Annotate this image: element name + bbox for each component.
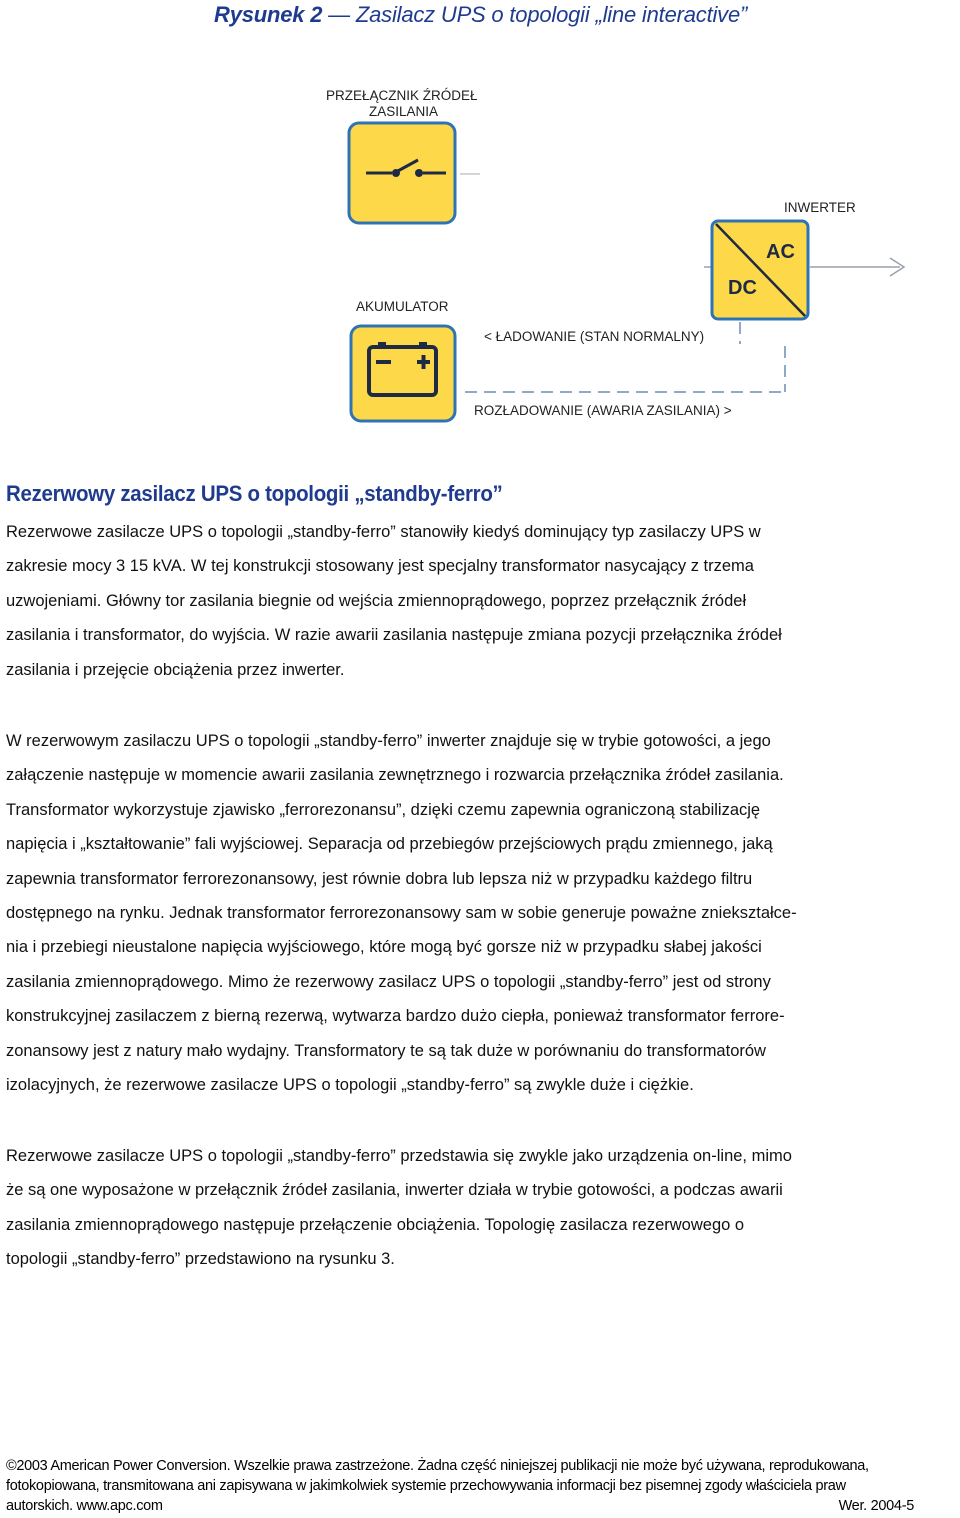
inverter-label: INWERTER <box>784 200 856 215</box>
ac-label: AC <box>766 241 795 263</box>
battery-box <box>351 326 455 421</box>
figure-caption-dash: — <box>322 2 356 27</box>
paragraph-line: załączenie następuje w momencie awarii zasilania zewnętrznego i rozwarcia przełącznika źródeł zasilania. <box>6 766 784 785</box>
paragraph-line: zonansowy jest z natury mało wydajny. Transformatory te są tak duże w porównaniu do transformatorów <box>6 1041 766 1060</box>
paragraph-line: Rezerwowe zasilacze UPS o topologii „standby-ferro” stanowiły kiedyś dominujący typ zasilaczy UPS w <box>6 523 761 541</box>
discharging-label: ROZŁADOWANIE (AWARIA ZASILANIA) > <box>474 403 732 418</box>
paragraph-line: zapewnia transformator ferrorezonansowy, jest równie dobra lub lepsza niż w przypadku każdego filtru <box>6 869 753 888</box>
paragraph-line: Transformator wykorzystuje zjawisko „ferrorezonansu”, dzięki czemu zapewnia ograniczoną stabilizację <box>6 800 761 819</box>
paragraph-line: topologii „standby-ferro” przedstawiono na rysunku 3. <box>6 1250 395 1269</box>
paragraph-2 <box>6 724 960 1102</box>
paragraph-line: napięcia i „kształtowanie” fali wyjściowej. Separacja od przebiegów przejściowych prądu zmiennego, jaką <box>6 835 773 854</box>
paragraph-3 <box>6 1139 960 1277</box>
paragraph-line: konstrukcyjnej zasilaczem z bierną rezerwą, wytwarza bardzo dużo ciepła, ponieważ transformator ferrore- <box>6 1007 785 1026</box>
footer-website[interactable]: autorskich. www.apc.com <box>6 1498 163 1514</box>
footer-copyright: ©2003 American Power Conversion. Wszelkie prawa zastrzeżone. Żadna część niniejszej publikacji nie może być używana, reprodukowana, <box>6 1458 869 1474</box>
page-footer <box>6 1456 956 1516</box>
paragraph-line: izolacyjnych, że rezerwowe zasilacze UPS o topologii „standby-ferro” są zwykle duże i ciężkie. <box>6 1076 694 1095</box>
topology-diagram <box>0 0 960 440</box>
paragraph-line: zasilania zmiennoprądowego. Mimo że rezerwowy zasilacz UPS o topologii „standby-ferro” jest od strony <box>6 972 771 991</box>
footer-version: Wer. 2004-5 <box>838 1498 914 1514</box>
diagram-canvas <box>0 0 960 440</box>
paragraph-line: zasilania zmiennoprądowego następuje przełączenie obciążenia. Topologię zasilacza rezerwowego o <box>6 1215 745 1234</box>
paragraph-line: dostępnego na rynku. Jednak transformator ferrorezonansowy sam w sobie generuje poważne zniekształce- <box>6 904 797 923</box>
transfer-switch-box <box>349 123 455 223</box>
footer-line-2: fotokopiowana, transmitowana ani zapisywana w jakimkolwiek systemie przechowywania informacji bez pisemnej zgody właściciela praw <box>6 1478 846 1494</box>
paragraph-line: Rezerwowe zasilacze UPS o topologii „standby-ferro” przedstawia się zwykle jako urządzenia on-line, mimo <box>6 1147 792 1165</box>
paragraph-line: zasilania i transformator, do wyjścia. W razie awarii zasilania następuje zmiana pozycji przełącznika źródeł <box>6 626 782 645</box>
switch-label-line2: ZASILANIA <box>369 104 439 119</box>
paragraph-1 <box>6 515 960 687</box>
footer-line-3 <box>6 1496 956 1516</box>
section-heading: Rezerwowy zasilacz UPS o topologii „standby-ferro” <box>6 481 503 506</box>
inverter-box <box>712 221 808 319</box>
switch-label-line1: PRZEŁĄCZNIK ŹRÓDEŁ <box>326 88 478 103</box>
paragraph-line: zasilania i przejęcie obciążenia przez inwerter. <box>6 660 345 679</box>
paragraph-line: nia i przebiegi nieustalone napięcia wyjściowego, które mogą być gorsze niż w przypadku słabej jakości <box>6 938 762 957</box>
switch-contact-right <box>415 169 423 177</box>
charging-label: < ŁADOWANIE (STAN NORMALNY) <box>484 329 705 344</box>
paragraph-line: zakresie mocy 3 15 kVA. W tej konstrukcji stosowany jest specjalny transformator nasycający z trzema <box>6 557 754 576</box>
figure-caption-label: Rysunek 2 <box>214 2 323 27</box>
battery-label: AKUMULATOR <box>356 299 449 314</box>
dc-label: DC <box>728 277 757 299</box>
figure-caption-text: Zasilacz UPS o topologii „line interactive” <box>355 2 748 27</box>
paragraph-line: W rezerwowym zasilaczu UPS o topologii „standby-ferro” inwerter znajduje się w trybie gotowości, a jego <box>6 732 771 750</box>
paragraph-line: że są one wyposażone w przełącznik źródeł zasilania, inwerter działa w trybie gotowości, a podczas awarii <box>6 1181 783 1200</box>
paragraph-line: uzwojeniami. Główny tor zasilania biegnie od wejścia zmiennoprądowego, poprzez przełącznik źródeł <box>6 591 747 610</box>
